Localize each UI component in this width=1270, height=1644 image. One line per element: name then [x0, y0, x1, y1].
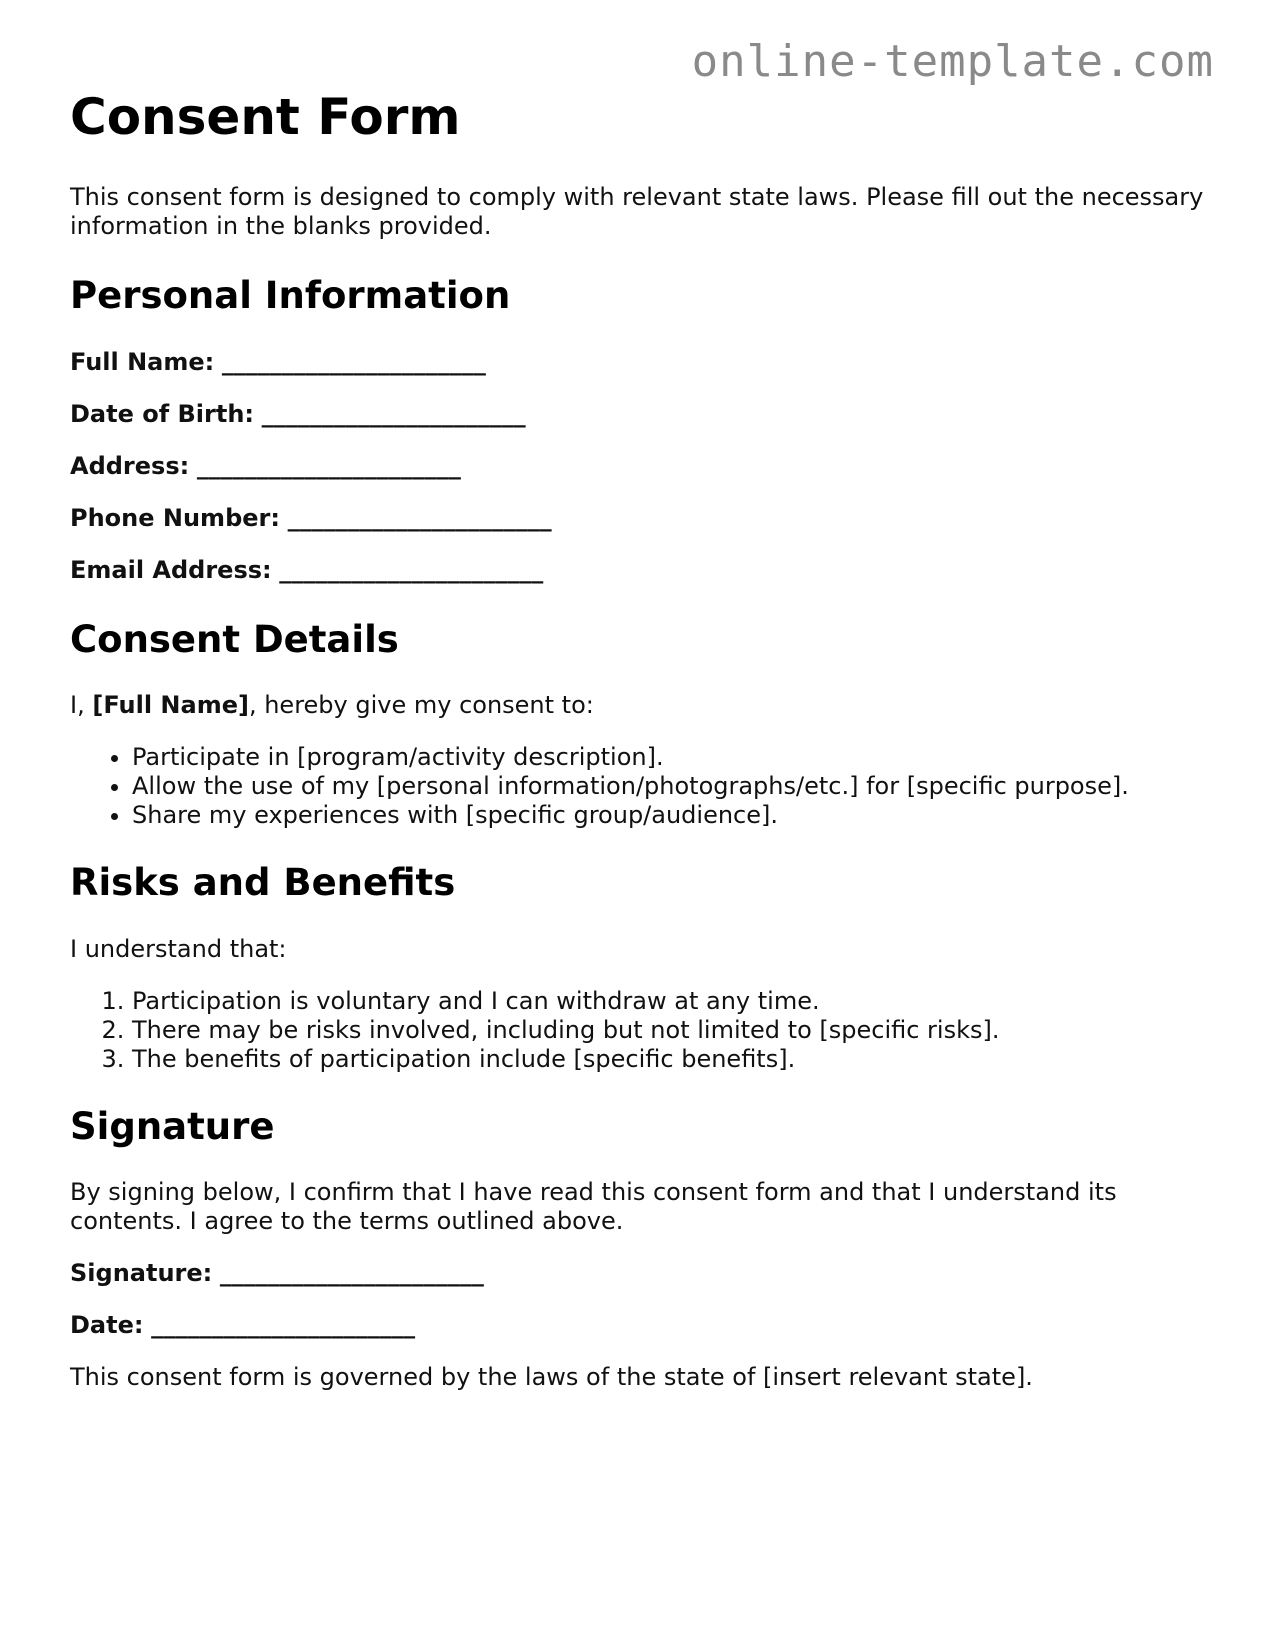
consent-list: [70, 743, 1210, 830]
phone-number-field[interactable]: [70, 504, 1210, 533]
blank-line[interactable]: ______________________: [196, 451, 461, 480]
blank-line[interactable]: ______________________: [287, 503, 552, 532]
field-label: Phone Number:: [70, 503, 280, 532]
signature-heading: Signature: [70, 1104, 275, 1148]
blank-line[interactable]: ______________________: [221, 347, 486, 376]
list-item: 3. The benefits of participation include [specific benefits].: [132, 1045, 1210, 1074]
consent-lead: [70, 691, 1210, 720]
intro-text: This consent form is designed to comply with relevant state laws. Please fill out the necessary information in the blanks provided.: [70, 183, 1204, 240]
blank-line[interactable]: ______________________: [279, 555, 544, 584]
field-label: Date:: [70, 1311, 144, 1340]
footer-text: This consent form is governed by the laws of the state of [insert relevant state].: [70, 1363, 1033, 1392]
list-item: • Participate in [program/activity description].: [132, 743, 1210, 772]
signature-field[interactable]: [70, 1259, 1210, 1288]
watermark: online-template.com: [691, 36, 1214, 87]
consent-lead-suffix: , hereby give my consent to:: [248, 691, 594, 720]
email-address-field[interactable]: [70, 556, 1210, 585]
list-item: 2. There may be risks involved, including but not limited to [specific risks].: [132, 1016, 1210, 1045]
risks-list: [70, 987, 1210, 1074]
risks-benefits-heading: Risks and Benefits: [70, 861, 456, 905]
consent-lead-prefix: I,: [70, 691, 93, 720]
date-field[interactable]: [70, 1311, 1210, 1340]
blank-line[interactable]: ______________________: [219, 1259, 484, 1288]
date-of-birth-field[interactable]: [70, 400, 1210, 429]
field-label: Email Address:: [70, 555, 272, 584]
blank-line[interactable]: ______________________: [261, 399, 526, 428]
list-item: • Share my experiences with [specific group/audience].: [132, 801, 1210, 830]
document-page: [70, 90, 1210, 1420]
full-name-field[interactable]: [70, 348, 1210, 377]
personal-info-heading: Personal Information: [70, 274, 511, 317]
risks-lead: I understand that:: [70, 934, 287, 963]
list-item: • Allow the use of my [personal information/photographs/etc.] for [specific purpose].: [132, 772, 1210, 801]
list-item: 1. Participation is voluntary and I can withdraw at any time.: [132, 987, 1210, 1016]
signature-text: By signing below, I confirm that I have read this consent form and that I understand its contents. I agree to the terms outlined above.: [70, 1178, 1117, 1236]
consent-lead-name: [Full Name]: [92, 691, 249, 720]
field-label: Full Name:: [70, 347, 215, 376]
field-label: Date of Birth:: [70, 399, 255, 428]
address-field[interactable]: [70, 452, 1210, 481]
page-title: Consent Form: [70, 88, 461, 146]
blank-line[interactable]: ______________________: [151, 1311, 416, 1340]
field-label: Signature:: [70, 1259, 213, 1288]
consent-details-heading: Consent Details: [70, 617, 399, 661]
field-label: Address:: [70, 451, 190, 480]
